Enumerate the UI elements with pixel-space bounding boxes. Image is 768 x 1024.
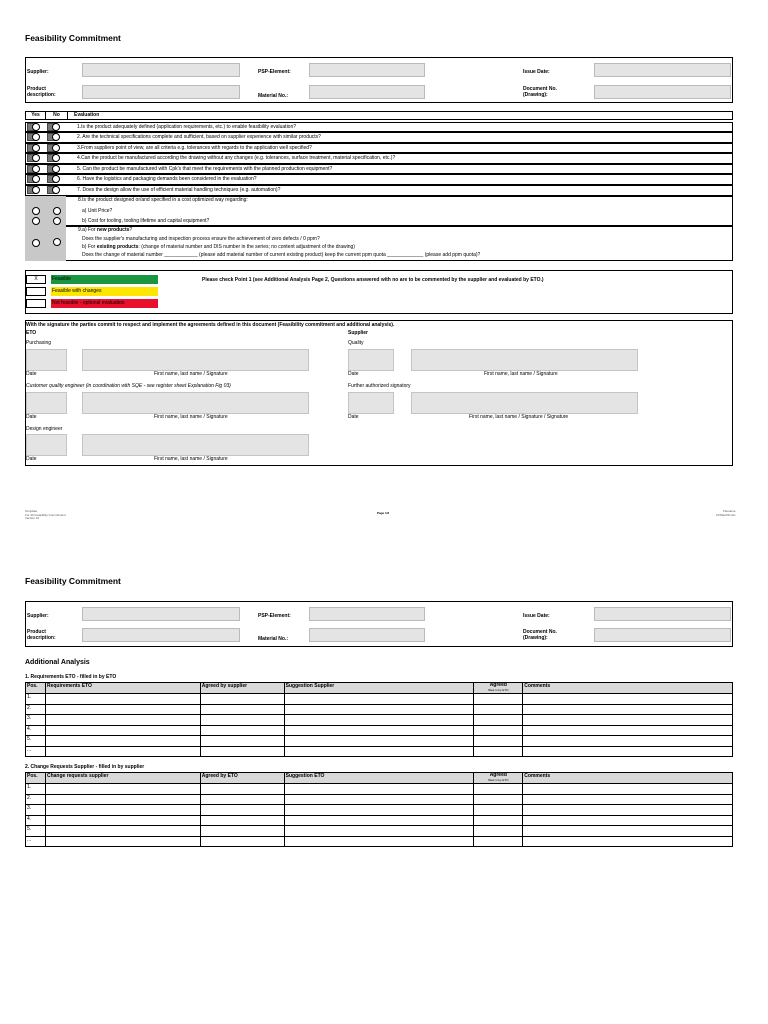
table-cell[interactable] [284, 794, 474, 805]
purchasing-signature-field[interactable] [82, 349, 309, 371]
change-requests-table [25, 772, 733, 847]
column-header: Change requests supplier [45, 773, 200, 784]
psp-label: PSP-Element: [258, 69, 291, 75]
no-radio[interactable] [52, 175, 60, 183]
section2-table-wrap [25, 772, 733, 847]
table-row [26, 736, 733, 747]
table-cell[interactable] [284, 694, 474, 705]
position-cell: 4. [26, 815, 46, 826]
table-cell[interactable] [284, 736, 474, 747]
cqe-name-label: First name, last name / Signature [154, 414, 228, 420]
table-cell[interactable] [474, 725, 523, 736]
further-signatory-label: Further authorized signatory [348, 383, 411, 389]
p2-supplier-field[interactable] [82, 607, 240, 621]
supplier-sig-label: Supplier [348, 330, 369, 336]
footer-right: Filename 07/Mar/09.xlsx [716, 509, 736, 517]
p2-material-no-field[interactable] [309, 628, 425, 642]
q9b-line2: Does the change of material number ____________ (please add material number of current existing product) keep the current ppm quota _____________ (please add ppm quota)? [82, 252, 481, 258]
section1-table-wrap [25, 682, 733, 757]
column-header: Pos. [26, 683, 46, 694]
quality-date-field[interactable] [348, 349, 394, 371]
p2-issue-date-field[interactable] [594, 607, 731, 621]
table-cell[interactable] [284, 826, 474, 837]
position-cell: 1. [26, 784, 46, 795]
position-cell: 5. [26, 826, 46, 837]
quality-label: Quality [348, 340, 364, 346]
column-header: Pos. [26, 773, 46, 784]
table-cell[interactable] [523, 736, 733, 747]
psp-field[interactable] [309, 63, 425, 77]
table-cell[interactable] [523, 715, 733, 726]
question-text: 2. Are the technical specifications complete and sufficient, based on supplier experience with similar products? [77, 134, 321, 140]
table-cell[interactable] [45, 694, 200, 705]
position-cell: 3. [26, 805, 46, 816]
evaluation-heading: Evaluation [74, 112, 100, 118]
q8a-no-radio[interactable] [53, 207, 61, 215]
table-cell[interactable] [523, 794, 733, 805]
q9-no-radio[interactable] [53, 238, 61, 246]
table-cell[interactable] [474, 736, 523, 747]
q8a-yes-radio[interactable] [32, 207, 40, 215]
question-text: 6. Have the logistics and packaging demands been considered in the evaluation? [77, 176, 257, 182]
table-cell[interactable] [200, 826, 284, 837]
quality-date-label: Date [348, 371, 359, 377]
page2-title: Feasibility Commitment [25, 576, 121, 586]
q8b-no-radio[interactable] [53, 217, 61, 225]
no-radio[interactable] [52, 123, 60, 131]
column-header: Agreed by ETO [200, 773, 284, 784]
legend-not-feasible: Not feasible - optional evaluation [51, 299, 158, 308]
table-cell[interactable] [523, 725, 733, 736]
supplier-field[interactable] [82, 63, 240, 77]
no-radio[interactable] [52, 165, 60, 173]
yes-radio[interactable] [32, 144, 40, 152]
table-cell[interactable] [200, 715, 284, 726]
q9a-line2: Does the supplier's manufacturing and inspection process ensure the achievement of zero defects / 0 ppm? [82, 236, 320, 242]
column-header: Suggestion ETO [284, 773, 474, 784]
p2-material-no-label: Material No.: [258, 636, 289, 642]
table-cell[interactable] [284, 836, 474, 847]
yes-radio[interactable] [32, 165, 40, 173]
column-header: Comments [523, 683, 733, 694]
section2-heading: 2. Change Requests Supplier - filled in by supplier [25, 764, 145, 770]
table-row [26, 715, 733, 726]
legend-feasible: Feasible [51, 275, 158, 284]
legend-mark-feasible[interactable]: X [26, 275, 46, 284]
product-desc-field[interactable] [82, 85, 240, 99]
yes-radio[interactable] [32, 154, 40, 162]
page-title: Feasibility Commitment [25, 33, 121, 43]
column-header: Requirements ETO [45, 683, 200, 694]
q9-yes-radio[interactable] [32, 239, 40, 247]
table-row [26, 725, 733, 736]
p2-supplier-label: Supplier: [27, 613, 49, 619]
further-signature-field[interactable] [411, 392, 638, 414]
table-cell[interactable] [284, 704, 474, 715]
question-text: 1.Is the product adequately defined (application requirements, etc.) to enable feasibility evaluation? [77, 124, 297, 130]
yes-header: Yes [26, 112, 46, 119]
yes-radio[interactable] [32, 133, 40, 141]
yes-radio[interactable] [32, 123, 40, 131]
table-row [26, 746, 733, 757]
column-header: Agreed filled in by ETO [474, 773, 523, 784]
purchasing-date-field[interactable] [26, 349, 67, 371]
table-cell[interactable] [200, 725, 284, 736]
design-date-label: Date [26, 456, 37, 462]
quality-name-label: First name, last name / Signature [484, 371, 558, 377]
material-no-field[interactable] [309, 85, 425, 99]
table-cell[interactable] [474, 826, 523, 837]
p2-product-desc-field[interactable] [82, 628, 240, 642]
further-date-label: Date [348, 414, 359, 420]
cqe-label: Customer quality engineer (in coordination with SQE - see register sheet Explanation Fig 03) [26, 383, 231, 389]
cqe-signature-field[interactable] [82, 392, 309, 414]
table-cell[interactable] [523, 826, 733, 837]
table-cell[interactable] [45, 736, 200, 747]
table-row [26, 694, 733, 705]
question-text: 5. Can the product be manufactured with Cpk's that meet the requirements with the planned production equipment? [77, 166, 333, 172]
table-row [26, 704, 733, 715]
design-name-label: First name, last name / Signature [154, 456, 228, 462]
table-cell[interactable] [474, 836, 523, 847]
table-row [26, 826, 733, 837]
issue-date-label: Issue Date: [523, 69, 550, 75]
footer-page-number: Page 1/2 [377, 511, 390, 515]
table-cell[interactable] [45, 836, 200, 847]
table-cell[interactable] [45, 725, 200, 736]
table-cell[interactable] [523, 784, 733, 795]
section1-heading: 1. Requirements ETO - filled in by ETO [25, 674, 117, 680]
table-cell[interactable] [200, 704, 284, 715]
table-cell[interactable] [284, 815, 474, 826]
design-date-field[interactable] [26, 434, 67, 456]
additional-analysis-heading: Additional Analysis [25, 659, 90, 666]
further-date-field[interactable] [348, 392, 394, 414]
q8b-text: b) Cost for tooling, tooling lifetime and capital equipment? [82, 218, 210, 224]
table-cell[interactable] [474, 815, 523, 826]
cqe-date-label: Date [26, 414, 37, 420]
table-cell[interactable] [284, 805, 474, 816]
doc-no-field[interactable] [594, 85, 731, 99]
table-cell[interactable] [284, 784, 474, 795]
product-desc-label: Product description: [27, 86, 56, 98]
eto-label: ETO [26, 330, 37, 336]
material-no-label: Material No.: [258, 93, 289, 99]
no-radio[interactable] [52, 186, 60, 194]
table-cell[interactable] [45, 715, 200, 726]
table-cell[interactable] [523, 805, 733, 816]
table-cell[interactable] [474, 784, 523, 795]
table-cell[interactable] [45, 784, 200, 795]
no-radio[interactable] [52, 154, 60, 162]
table-cell[interactable] [284, 746, 474, 757]
p2-product-desc-label: Product description: [27, 629, 56, 641]
position-cell: 2. [26, 704, 46, 715]
table-cell[interactable] [523, 815, 733, 826]
position-cell: 4. [26, 725, 46, 736]
table-cell[interactable] [523, 704, 733, 715]
no-radio[interactable] [52, 144, 60, 152]
legend-mark-not-feasible[interactable] [26, 299, 46, 308]
table-cell[interactable] [200, 815, 284, 826]
table-cell[interactable] [523, 694, 733, 705]
question-text: 4.Can the product be manufactured according the drawing without any changes (e.g. tolerances, surface treatment, material specification, etc.)? [77, 155, 396, 161]
table-row [26, 784, 733, 795]
table-cell[interactable] [474, 715, 523, 726]
requirements-table [25, 682, 733, 757]
table-cell[interactable] [200, 694, 284, 705]
q8a-text: a) Unit Price? [82, 208, 113, 214]
table-row [26, 836, 733, 847]
no-header: No [46, 112, 68, 119]
table-cell[interactable] [284, 725, 474, 736]
table-row [26, 815, 733, 826]
position-cell: ... [26, 836, 46, 847]
supplier-label: Supplier: [27, 69, 49, 75]
q9a-text: 9.a) For new products? [78, 227, 133, 233]
purchasing-name-label: First name, last name / Signature [154, 371, 228, 377]
table-row [26, 794, 733, 805]
table-cell[interactable] [474, 794, 523, 805]
position-cell: 2. [26, 794, 46, 805]
p2-psp-field[interactable] [309, 607, 425, 621]
position-cell: ... [26, 746, 46, 757]
table-row [26, 805, 733, 816]
table-cell[interactable] [474, 805, 523, 816]
table-cell[interactable] [45, 794, 200, 805]
p2-psp-label: PSP-Element: [258, 613, 291, 619]
table-cell[interactable] [200, 746, 284, 757]
position-cell: 1. [26, 694, 46, 705]
table-cell[interactable] [200, 794, 284, 805]
legend-mark-changes[interactable] [26, 287, 46, 296]
p2-issue-date-label: Issue Date: [523, 613, 550, 619]
table-cell[interactable] [45, 746, 200, 757]
table-cell[interactable] [45, 805, 200, 816]
table-cell[interactable] [284, 715, 474, 726]
table-cell[interactable] [523, 746, 733, 757]
legend-feasible-with-changes: Feasible with changes [51, 287, 158, 296]
column-header: Agreed filled in by ETO [474, 683, 523, 694]
position-cell: 3. [26, 715, 46, 726]
legend-note: Please check Point 1 (see Additional Analysis Page 2, Questions answered with no are to be commented by the supplier and evaluated by ETO.) [202, 277, 544, 283]
table-cell[interactable] [474, 694, 523, 705]
question-text: 3.From suppliers point of view, are all criteria e.g. tolerances with regards to the application well specified? [77, 145, 312, 151]
quality-signature-field[interactable] [411, 349, 638, 371]
q8-intro: 8.Is the product designed or/and specified in a cost optimized way regarding: [78, 197, 248, 203]
q9b-text: b) For existing products: (change of material number and DIS number in the series; no content adjustment of the drawing) [82, 244, 355, 250]
yes-radio[interactable] [32, 186, 40, 194]
q8b-yes-radio[interactable] [32, 217, 40, 225]
question-text: 7. Does the design allow the use of efficient material handling techniques (e.g. automation)? [77, 187, 281, 193]
p2-doc-no-field[interactable] [594, 628, 731, 642]
table-cell[interactable] [200, 736, 284, 747]
position-cell: 5. [26, 736, 46, 747]
issue-date-field[interactable] [594, 63, 731, 77]
p2-doc-no-label: Document No. (Drawing): [523, 629, 557, 641]
design-engineer-label: Design engineer [26, 426, 63, 432]
purchasing-label: Purchasing [26, 340, 52, 346]
table-cell[interactable] [200, 805, 284, 816]
column-header: Suggestion Supplier [284, 683, 474, 694]
table-cell[interactable] [45, 815, 200, 826]
table-cell[interactable] [200, 784, 284, 795]
purchasing-date-label: Date [26, 371, 37, 377]
column-header: Agreed by supplier [200, 683, 284, 694]
evaluation-header [25, 111, 733, 120]
table-cell[interactable] [200, 836, 284, 847]
no-radio[interactable] [52, 133, 60, 141]
yes-radio[interactable] [32, 175, 40, 183]
table-cell[interactable] [474, 746, 523, 757]
further-name-label: First name, last name / Signature / Signature [469, 414, 569, 420]
cqe-date-field[interactable] [26, 392, 67, 414]
column-header: Comments [523, 773, 733, 784]
table-cell[interactable] [474, 704, 523, 715]
doc-no-label: Document No. (Drawing): [523, 86, 557, 98]
table-cell[interactable] [45, 826, 200, 837]
footer-left: Template For 4b Feasibility Commitment Version 10 [25, 509, 66, 520]
signature-intro: With the signature the parties commit to respect and implement the agreements defined in this document (Feasibility commitment and additional analysis). [26, 322, 395, 328]
design-signature-field[interactable] [82, 434, 309, 456]
table-cell[interactable] [45, 704, 200, 715]
table-cell[interactable] [523, 836, 733, 847]
